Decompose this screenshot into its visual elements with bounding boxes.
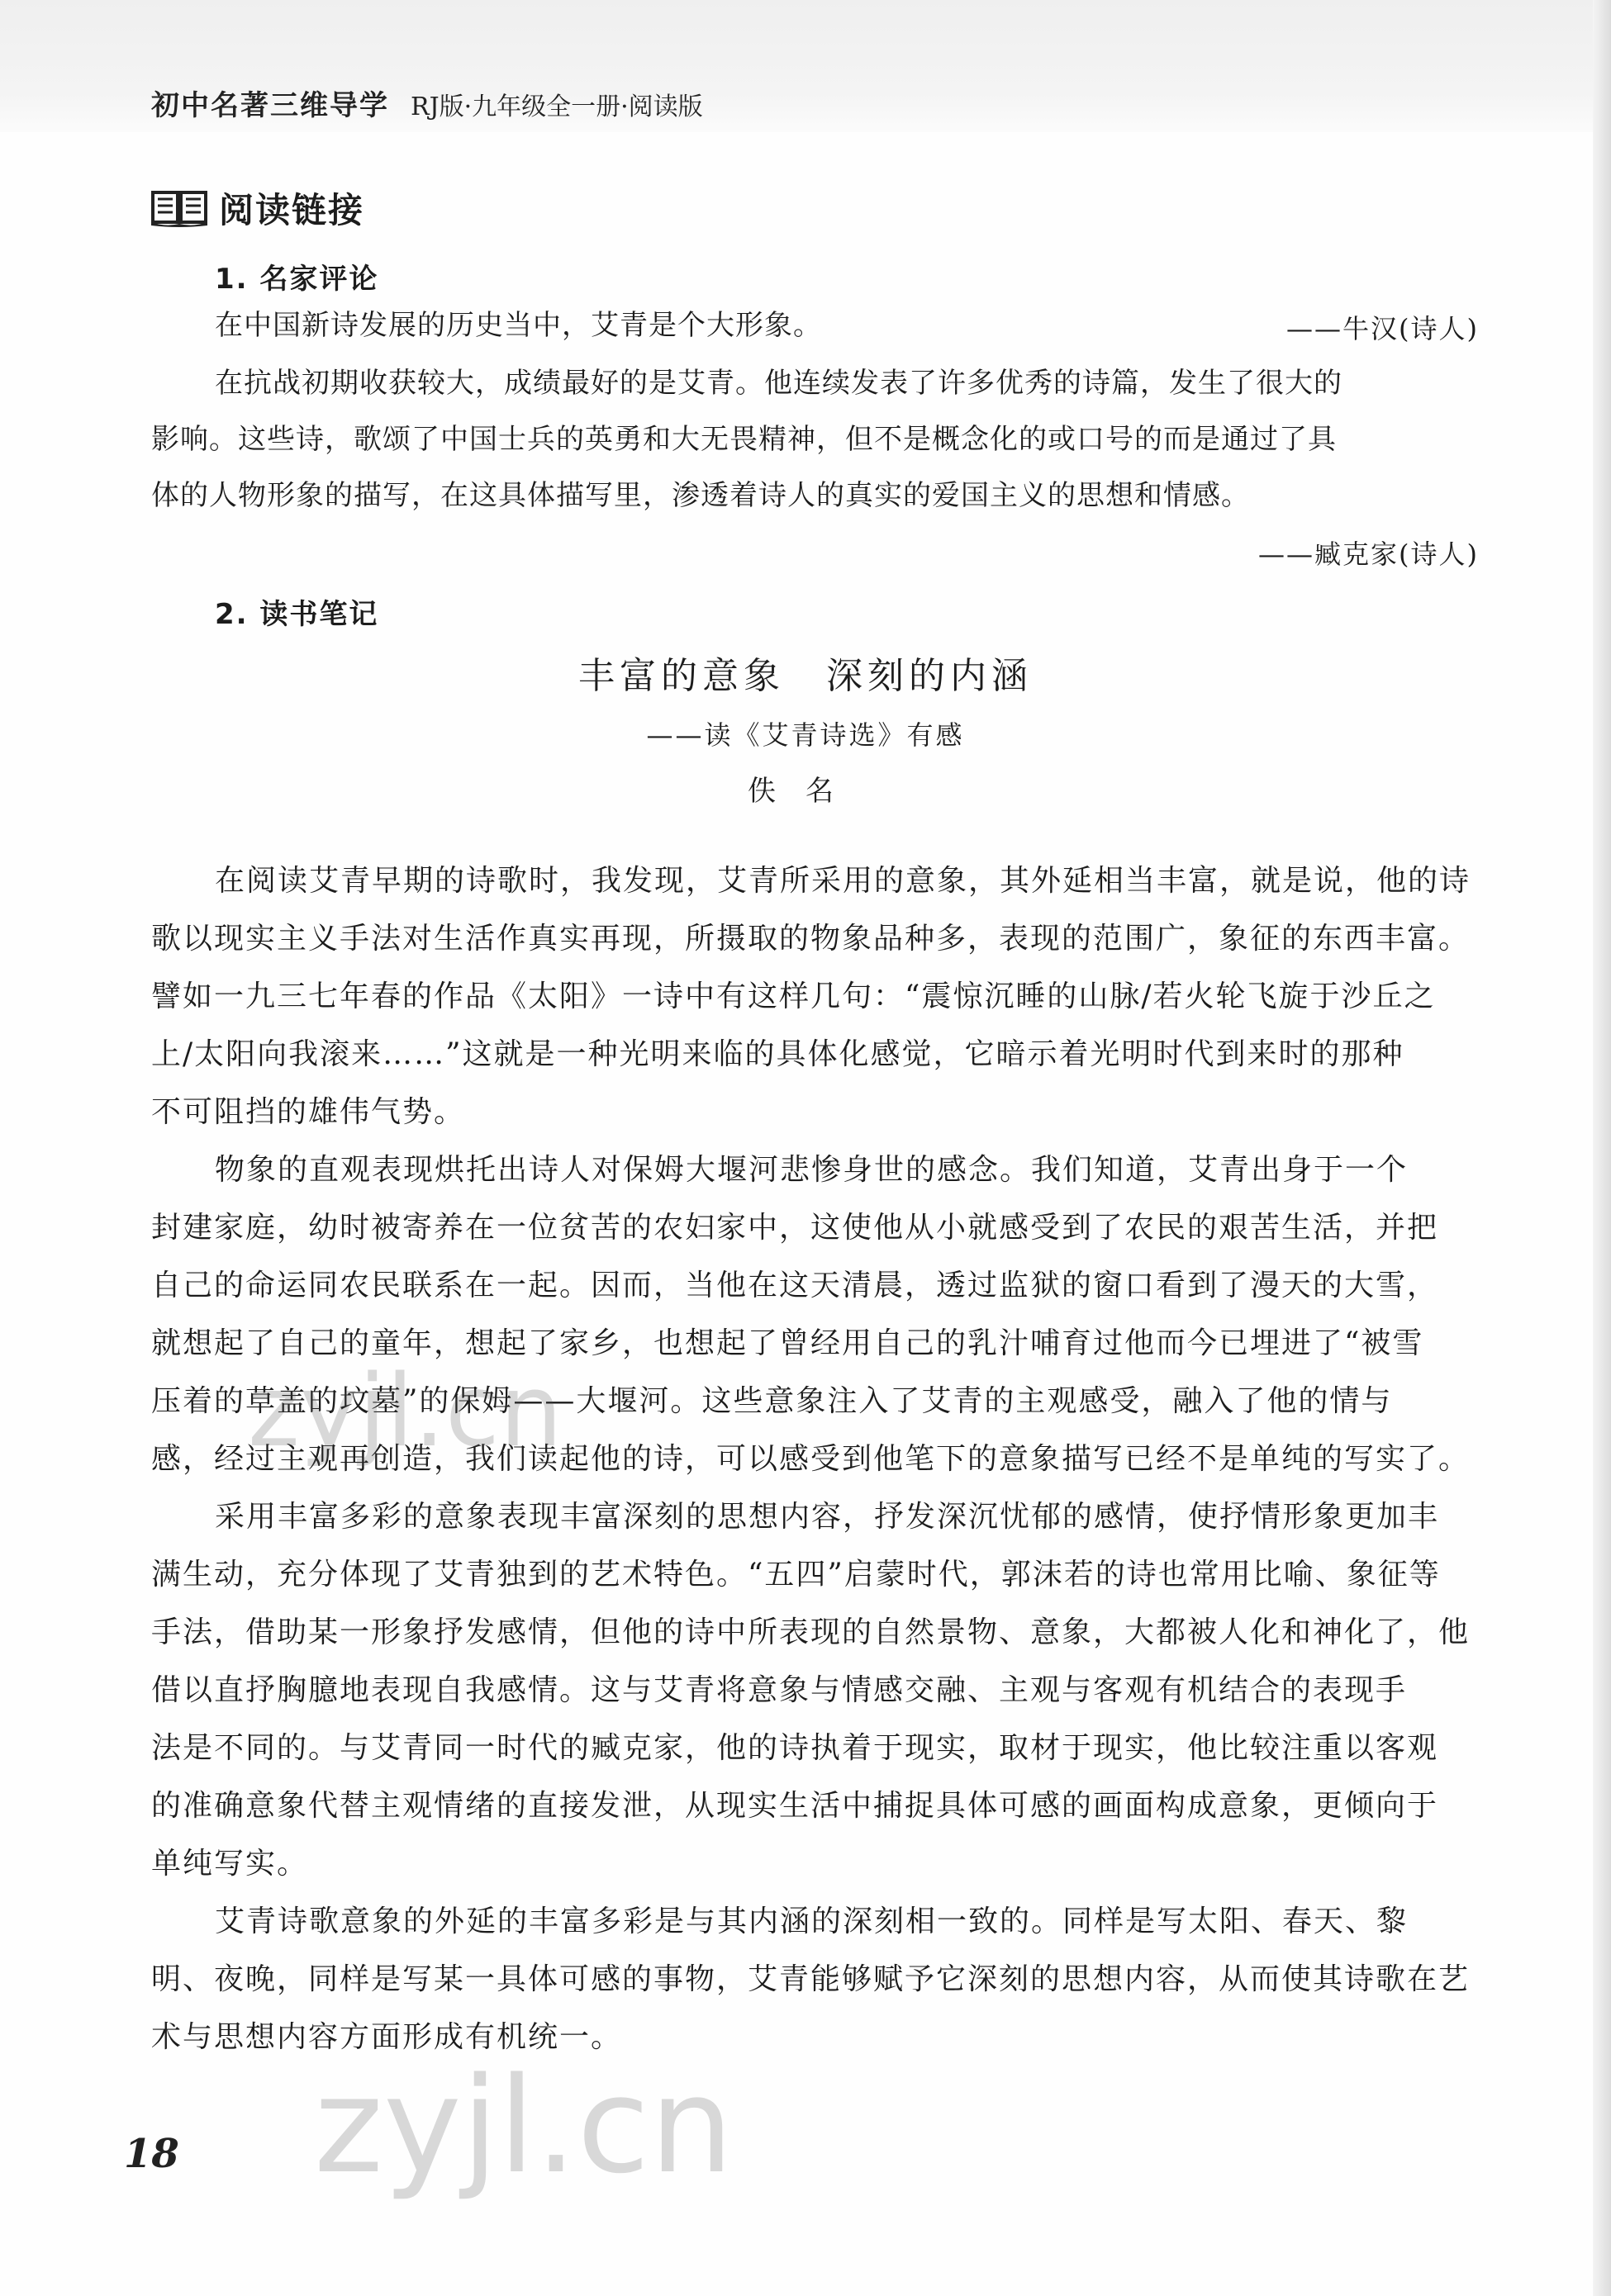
- running-header: [151, 83, 703, 123]
- paragraph-4-line: 术与思想内容方面形成有机统一。: [151, 2020, 623, 2054]
- paragraph-1-line: 上/太阳向我滚来……”这就是一种光明来临的具体化感觉，它暗示着光明时代到来时的那种: [151, 1037, 1404, 1071]
- paragraph-3-line: 满生动，充分体现了艾青独到的艺术特色。“五四”启蒙时代，郭沫若的诗也常用比喻、象征等: [151, 1558, 1441, 1592]
- paragraph-3-line: 手法，借助某一形象抒发感情，但他的诗中所表现的自然景物、意象，大都被人化和神化了，他: [151, 1615, 1471, 1649]
- book-title: 初中名著三维导学: [151, 89, 389, 122]
- article-subtitle: ——读《艾青诗选》有感: [646, 719, 965, 751]
- paragraph-3-line: 借以直抒胸臆地表现自我感情。这与艾青将意象与情感交融、主观与客观有机结合的表现手: [151, 1673, 1408, 1707]
- paragraph-3-line: 的准确意象代替主观情绪的直接发泄，从现实生活中捕捉具体可感的画面构成意象，更倾向于: [151, 1789, 1439, 1823]
- paragraph-2-line: 自己的命运同农民联系在一起。因而，当他在这天清晨，透过监狱的窗口看到了漫天的大雪，: [151, 1269, 1439, 1302]
- paragraph-2-line: 感，经过主观再创造，我们读起他的诗，可以感受到他笔下的意象描写已经不是单纯的写实了。: [151, 1442, 1471, 1476]
- quote1-text: 在中国新诗发展的历史当中，艾青是个大形象。: [215, 309, 822, 342]
- paragraph-2-line: 物象的直观表现烘托出诗人对保姆大堰河悲惨身世的感念。我们知道，艾青出身于一个: [215, 1153, 1409, 1187]
- watermark: zyjl.cn: [314, 2048, 734, 2203]
- article-title: 丰富的意象 深刻的内涵: [578, 655, 1033, 697]
- quote2-attribution: ——臧克家(诗人): [1258, 538, 1479, 570]
- quote2-line-2: 影响。这些诗，歌颂了中国士兵的英勇和大无畏精神，但不是概念化的或口号的而是通过了具: [151, 423, 1337, 456]
- paragraph-2-line: 就想起了自己的童年，想起了家乡，也想起了曾经用自己的乳汁哺育过他而今已埋进了“被雪: [151, 1326, 1424, 1360]
- section-title-label: 阅读链接: [219, 190, 365, 230]
- section-title: [151, 183, 364, 233]
- paragraph-1-line: 譬如一九三七年春的作品《太阳》一诗中有这样几句：“震惊沉睡的山脉/若火轮飞旋于沙丘之: [151, 980, 1436, 1013]
- paragraph-1-line: 在阅读艾青早期的诗歌时，我发现，艾青所采用的意象，其外延相当丰富，就是说，他的诗: [215, 864, 1471, 898]
- quote2-line-1: 在抗战初期收获较大，成绩最好的是艾青。他连续发表了许多优秀的诗篇，发生了很大的: [215, 367, 1342, 400]
- paragraph-3-line: 采用丰富多彩的意象表现丰富深刻的思想内容，抒发深沉忧郁的感情，使抒情形象更加丰: [215, 1500, 1440, 1534]
- paragraph-2-line: 压着的草盖的坟墓”的保姆——大堰河。这些意象注入了艾青的主观感受，融入了他的情与: [151, 1384, 1393, 1418]
- watermark: zyjl.cn: [248, 1354, 563, 1469]
- paragraph-2-line: 封建家庭，幼时被寄养在一位贫苦的农妇家中，这使他从小就感受到了农民的艰苦生活，并把: [151, 1211, 1439, 1245]
- paragraph-1-line: 歌以现实主义手法对生活作真实再现，所摄取的物象品种多，表现的范围广，象征的东西丰富。: [151, 922, 1471, 956]
- book-icon: [151, 189, 207, 227]
- part1-heading: 1. 名家评论: [215, 263, 379, 296]
- paragraph-1-line: 不可阻挡的雄伟气势。: [151, 1095, 466, 1129]
- part2-heading: 2. 读书笔记: [215, 598, 379, 631]
- paragraph-3-line: 法是不同的。与艾青同一时代的臧克家，他的诗执着于现实，取材于现实，他比较注重以客观: [151, 1731, 1439, 1765]
- paragraph-3-line: 单纯写实。: [151, 1847, 309, 1881]
- quote1-attribution: ——牛汉(诗人): [1286, 313, 1479, 344]
- article-author: 佚名: [748, 775, 863, 808]
- paragraph-4-line: 艾青诗歌意象的外延的丰富多彩是与其内涵的深刻相一致的。同样是写太阳、春天、黎: [215, 1905, 1409, 1938]
- page-edge-shadow: [1593, 0, 1611, 2296]
- edition-label: RJ版·九年级全一册·阅读版: [411, 93, 703, 121]
- paragraph-4-line: 明、夜晚，同样是写某一具体可感的事物，艾青能够赋予它深刻的思想内容，从而使其诗歌在艺: [151, 1962, 1471, 1996]
- quote2-line-3: 体的人物形象的描写，在这具体描写里，渗透着诗人的真实的爱国主义的思想和情感。: [151, 479, 1250, 512]
- page-number: 18: [124, 2131, 179, 2177]
